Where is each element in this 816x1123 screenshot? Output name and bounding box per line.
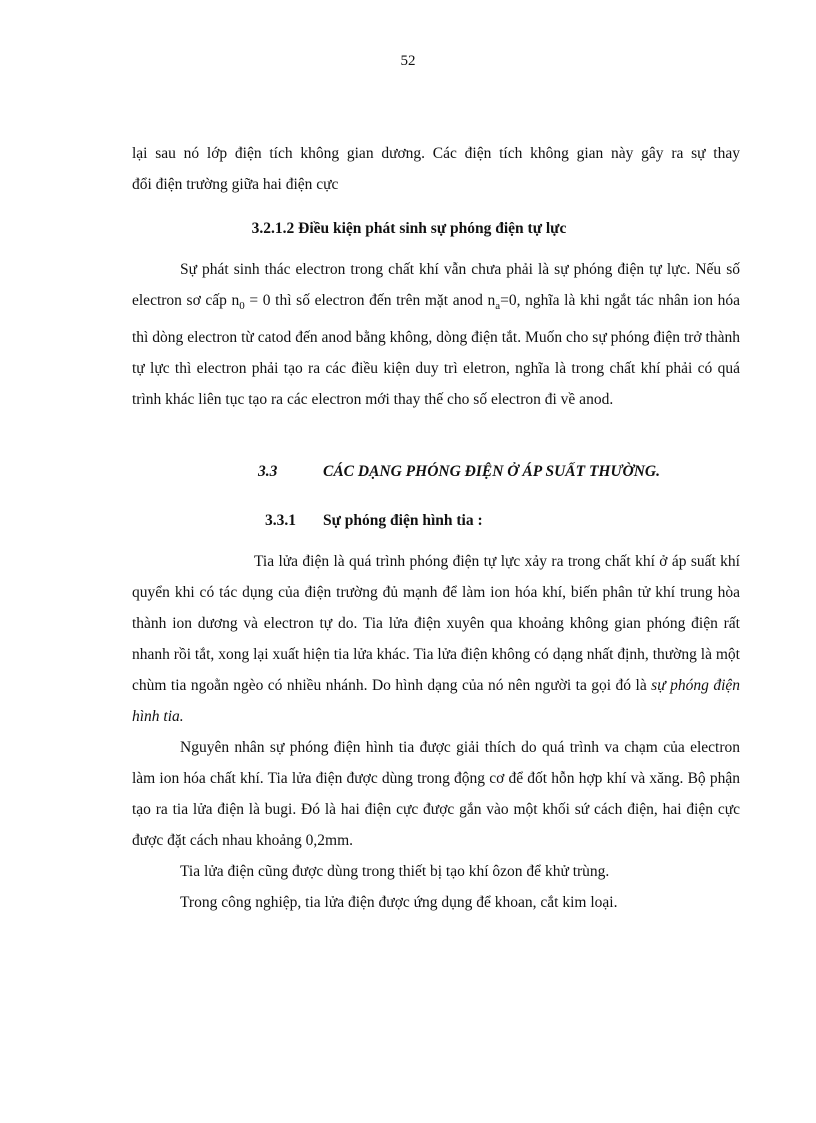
intro-paragraph (132, 138, 740, 200)
section-3212-text: Sự phát sinh thác electron trong chất khí vẫn chưa phải là sự phóng điện tự lực. Nếu số electron sơ cấp $n_0 = 0$ thì số electron đến trên mặt anod $n_a=0$, nghĩa là khi ngắt tác nhân ion hóa thì dòng electron từ catod đến anod bằng không, dòng điện tắt. Muốn cho sự phóng điện trở thành tự lực thì electron phải tạo ra các điều kiện duy trì eletron, nghĩa là trong chất khí phải có quá trình khác liên tục tạo ra các electron mới thay thế cho số electron đi về anod. (132, 261, 740, 409)
section-33-number: 3.3 (258, 463, 278, 480)
section-331-paragraph-1: Tia lửa điện là quá trình phóng điện tự lực xảy ra trong chất khí ở áp suất khí quyển khi có tác dụng của điện trường đủ mạnh để làm ion hóa khí, biến phân tử khí trung hòa thành ion dương và electron tự do. Tia lửa điện xuyên qua khoảng không gian phóng điện rất nhanh rồi tắt, xong lại xuất hiện tia lửa khác. Tia lửa điện không có dạng nhất định, thường là một chùm tia ngoằn ngèo có nhiều nhánh. Do hình dạng của nó nên người ta gọi đó là sự phóng điện hình tia. (132, 553, 740, 725)
section-3212-paragraph (132, 254, 740, 415)
section-331-paragraph-4: Trong công nghiệp, tia lửa điện được ứng dụng để khoan, cắt kim loại. (180, 894, 618, 911)
intro-line-1: lại sau nó lớp điện tích không gian dương. Các điện tích không gian này gây ra sự thay (132, 145, 740, 162)
intro-line-2: đổi điện trường giữa hai điện cực (132, 176, 339, 193)
section-331-paragraph-3: Tia lửa điện cũng được dùng trong thiết bị tạo khí ôzon để khử trùng. (180, 863, 610, 880)
section-3212-heading: 3.2.1.2 Điều kiện phát sinh sự phóng điện tự lực (251, 220, 567, 237)
section-331-number: 3.3.1 (265, 512, 296, 529)
section-331-title: Sự phóng điện hình tia : (323, 512, 483, 529)
section-331-body (132, 546, 740, 918)
section-331-paragraph-2: Nguyên nhân sự phóng điện hình tia được giải thích do quá trình va chạm của electron làm ion hóa chất khí. Tia lửa điện được dùng trong động cơ để đốt hỗn hợp khí và xăng. Bộ phận tạo ra tia lửa điện là bugi. Đó là hai điện cực được gắn vào một khối sứ cách điện, hai điện cực được đặt cách nhau khoảng 0,2mm. (132, 739, 740, 849)
section-33-title: CÁC DẠNG PHÓNG ĐIỆN Ở ÁP SUẤT THƯỜNG. (323, 463, 660, 480)
page-number: 52 (400, 53, 416, 69)
